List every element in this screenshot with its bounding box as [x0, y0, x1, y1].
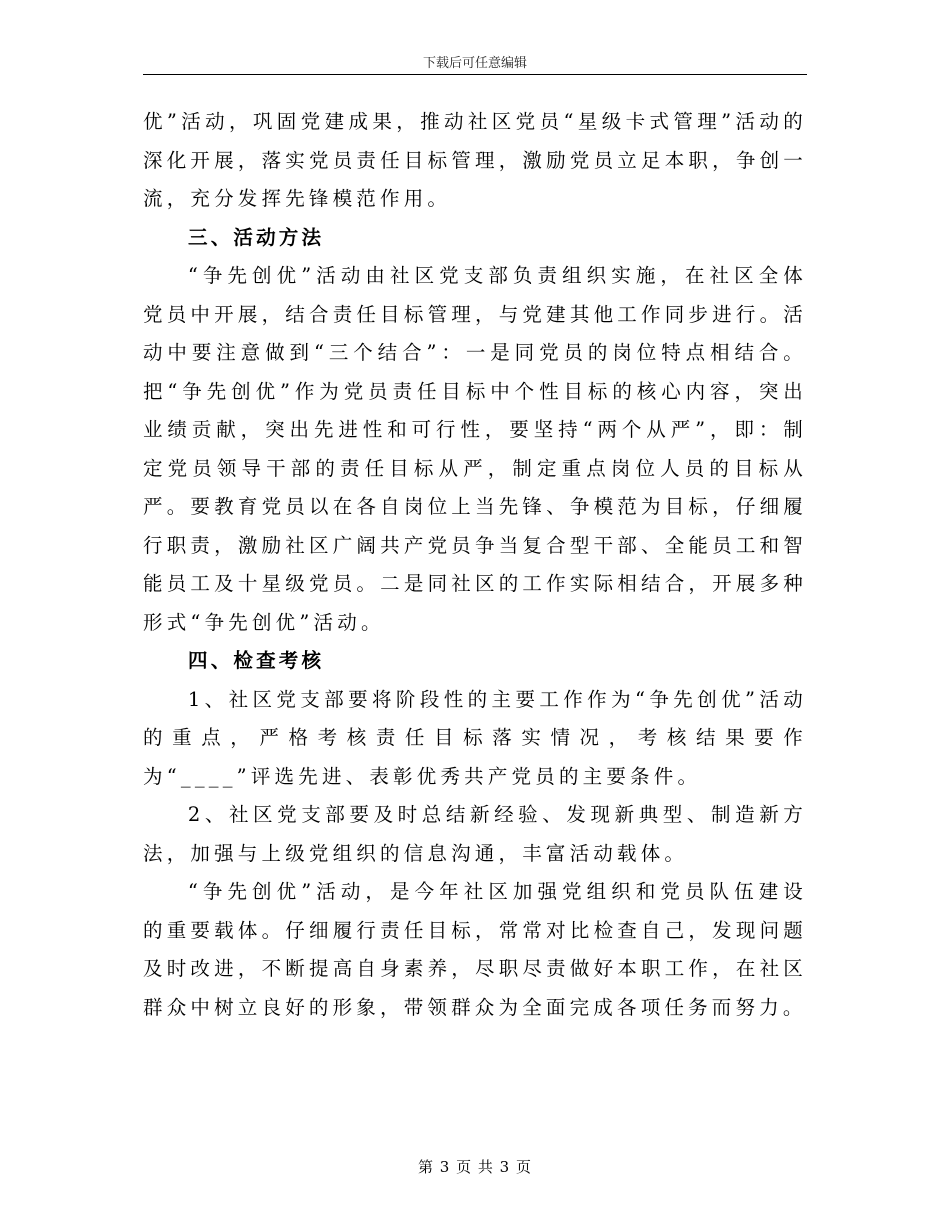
- paragraph-continuation: 优”活动，巩固党建成果，推动社区党员“星级卡式管理”活动的深化开展，落实党员责任目标管理，激励党员立足本职，争创一流，充分发挥先锋模范作用。: [143, 110, 807, 210]
- paragraph-conclusion: “争先创优”活动，是今年社区加强党组织和党员队伍建设的重要载体。仔细履行责任目标，常常对比检查自己，发现问题及时改进，不断提高自身素养，尽职尽责做好本职工作，在社区群众中树立良好的形象，带领群众为全面完成各项任务而努力。: [143, 880, 807, 1019]
- page-header: 下载后可任意编辑: [422, 56, 527, 71]
- header-divider: [143, 74, 807, 75]
- document-body: [143, 103, 807, 1027]
- paragraph-inspection-item-2: 2、社区党支部要及时总结新经验、发现新典型、制造新方法，加强与上级党组织的信息沟通，丰富活动载体。: [143, 803, 807, 865]
- page-footer: 第 3 页 共 3 页: [418, 1158, 532, 1176]
- paragraph-activity-method: “争先创优”活动由社区党支部负责组织实施，在社区全体党员中开展，结合责任目标管理，与党建其他工作同步进行。活动中要注意做到“三个结合”：一是同党员的岗位特点相结合。把“争先创优”作为党员责任目标中个性目标的核心内容，突出业绩贡献，突出先进性和可行性，要坚持“两个从严”，即：制定党员领导干部的责任目标从严，制定重点岗位人员的目标从严。要教育党员以在各自岗位上当先锋、争模范为目标，仔细履行职责，激励社区广阔共产党员争当复合型干部、全能员工和智能员工及十星级党员。二是同社区的工作实际相结合，开展多种形式“争先创优”活动。: [143, 264, 807, 634]
- section-heading-activity-method: 三、活动方法: [188, 225, 325, 249]
- section-heading-inspection: 四、检查考核: [188, 649, 325, 672]
- paragraph-inspection-item-1: 1、社区党支部要将阶段性的主要工作作为“争先创优”活动的重点，严格考核责任目标落实情况，考核结果要作为“____”评选先进、表彰优秀共产党员的主要条件。: [143, 687, 807, 788]
